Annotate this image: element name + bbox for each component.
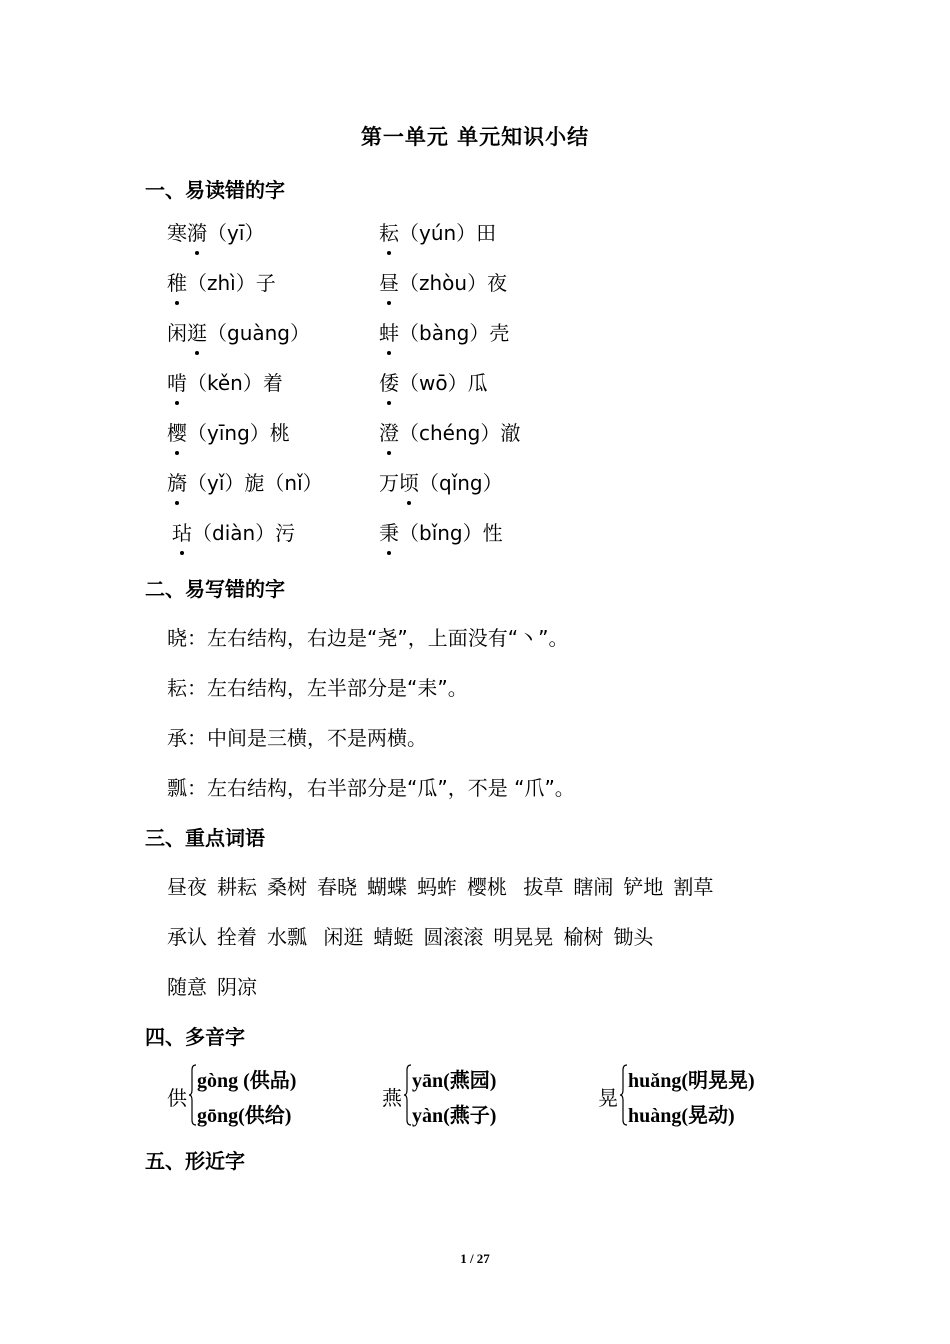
- reading-item: 澄 （chéng）澈: [379, 417, 520, 446]
- key-word: 锄头: [613, 925, 654, 949]
- reading-item: 耘 （yún）田: [379, 217, 496, 246]
- polyphone-reading-2: gōng(供给): [197, 1105, 292, 1127]
- section-heading-5: 五、形近字: [145, 1149, 245, 1173]
- polyphone-reading-1: gòng (供品): [197, 1070, 297, 1092]
- polyphone-char: 供: [167, 1086, 187, 1110]
- reading-item: 昼 （zhòu）夜: [379, 267, 507, 296]
- polyphone-huang: [598, 1062, 798, 1130]
- key-word: 圆滚滚: [423, 925, 484, 949]
- polyphone-char: 晃: [598, 1086, 618, 1110]
- key-word: 拔草: [517, 875, 564, 899]
- key-word: 随意: [167, 975, 207, 999]
- key-word: 春晓: [317, 875, 357, 899]
- key-word: 耕耘: [217, 875, 257, 899]
- reading-item: 旖 （yǐ）旎（nǐ）: [167, 467, 323, 496]
- key-word: 闲逛: [317, 925, 364, 949]
- writing-note: 承：中间是三横，不是两横。: [167, 726, 427, 750]
- key-word: 割草: [673, 875, 714, 899]
- reading-item: 闲逛 （guàng）: [167, 317, 310, 346]
- key-word: 榆树: [563, 925, 604, 949]
- polyphone-char: 燕: [382, 1086, 402, 1110]
- key-words-row-1: [167, 871, 723, 900]
- key-word: 拴着: [217, 925, 257, 949]
- reading-item: 玷 （diàn）污: [172, 517, 295, 546]
- reading-item: 稚 （zhì）子: [167, 267, 276, 296]
- key-words-row-2: [167, 921, 663, 950]
- key-word: 蚂蚱: [417, 875, 457, 899]
- key-word: 樱桃: [467, 875, 507, 899]
- reading-item: 蚌 （bàng）壳: [379, 317, 509, 346]
- reading-item: 倭 （wō）瓜: [379, 367, 488, 396]
- polyphone-reading-2: yàn(燕子): [412, 1105, 497, 1127]
- key-word: 阴凉: [217, 975, 257, 999]
- key-words-row-3: [167, 971, 267, 1000]
- brace-icon: [404, 1064, 412, 1126]
- polyphone-yan: [382, 1062, 562, 1130]
- reading-item: 秉 （bǐng）性: [379, 517, 503, 546]
- reading-item: 寒漪 （yī）: [167, 217, 264, 246]
- writing-note: 晓：左右结构，右边是“尧”，上面没有“丶”。: [167, 626, 569, 650]
- polyphone-gong: [167, 1062, 347, 1130]
- section-heading-1: 一、易读错的字: [145, 178, 285, 202]
- reading-item: 樱 （yīng）桃: [167, 417, 290, 446]
- polyphone-reading-1: huǎng(明晃晃): [628, 1070, 755, 1092]
- writing-note: 瓢：左右结构，右半部分是“瓜”，不是 “爪”。: [167, 776, 575, 800]
- reading-item: 万顷 （qǐng）: [379, 467, 503, 496]
- key-word: 明晃晃: [493, 925, 554, 949]
- key-word: 昼夜: [167, 875, 207, 899]
- key-word: 瞎闹: [573, 875, 614, 899]
- key-word: 蜻蜓: [373, 925, 414, 949]
- brace-icon: [620, 1064, 628, 1126]
- key-word: 水瓢: [267, 925, 307, 949]
- section-heading-3: 三、重点词语: [145, 826, 265, 850]
- section-heading-2: 二、易写错的字: [145, 577, 285, 601]
- key-word: 桑树: [267, 875, 307, 899]
- key-word: 承认: [167, 925, 207, 949]
- section-heading-4: 四、多音字: [145, 1025, 245, 1049]
- writing-note: 耘：左右结构，左半部分是“耒”。: [167, 676, 468, 700]
- key-word: 铲地: [623, 875, 664, 899]
- page-title: 第一单元 单元知识小结: [360, 125, 590, 149]
- key-word: 蝴蝶: [367, 875, 407, 899]
- brace-icon: [189, 1064, 197, 1126]
- polyphone-reading-2: huàng(晃动): [628, 1105, 735, 1127]
- reading-item: 啃 （kěn）着: [167, 367, 283, 396]
- polyphone-reading-1: yān(燕园): [412, 1070, 497, 1092]
- page-number: 1 / 27: [460, 1251, 490, 1266]
